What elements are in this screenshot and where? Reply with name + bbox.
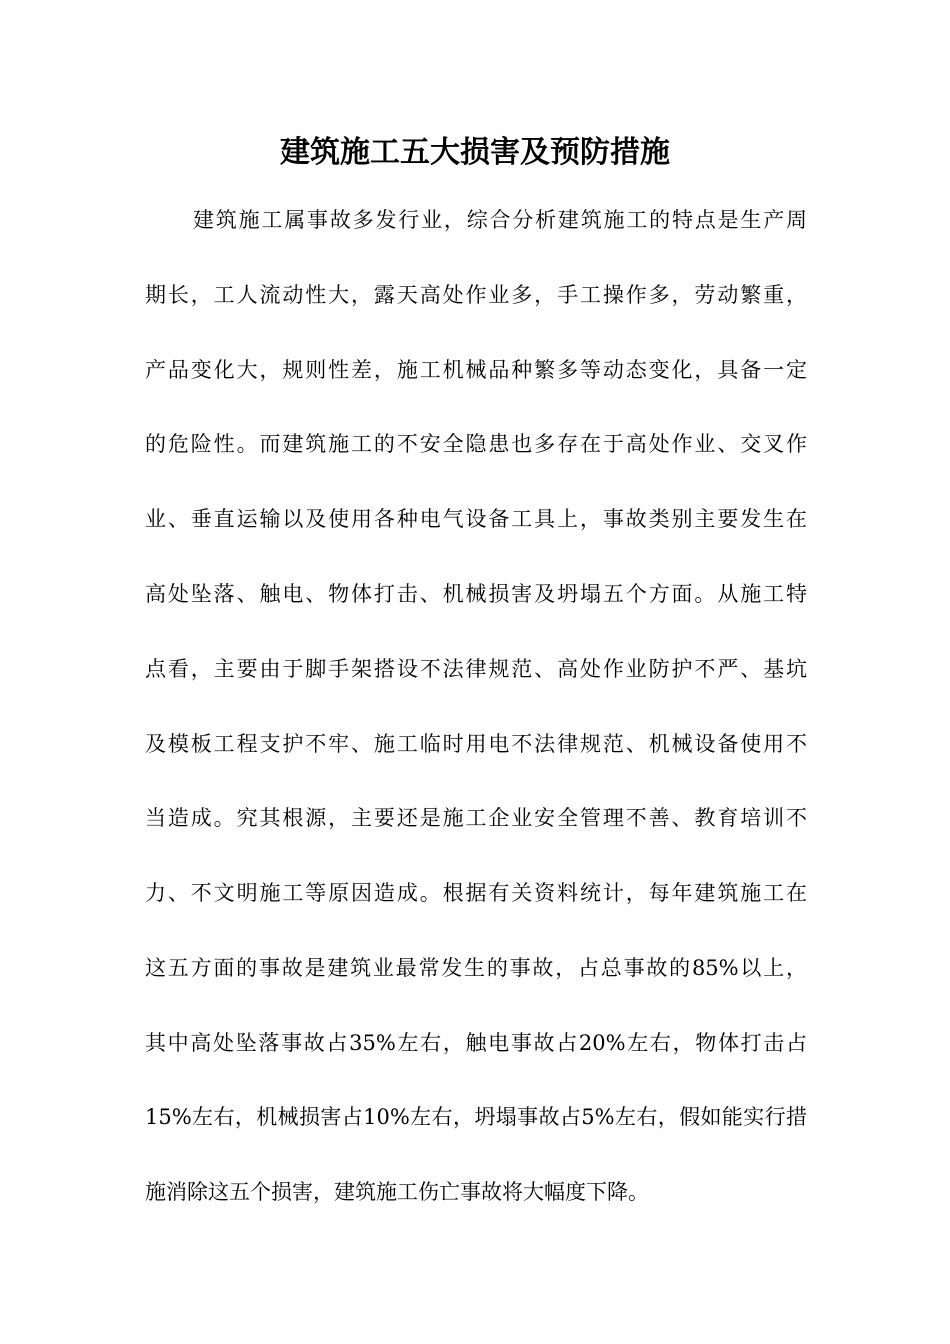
paragraph-line-13: 15%左右，机械损害占10%左右，坍塌事故占5%左右，假如能实行措: [145, 1105, 807, 1129]
document-title: 建筑施工五大损害及预防措施: [280, 135, 670, 170]
paragraph-line-10: 力、不文明施工等原因造成。根据有关资料统计，每年建筑施工在: [145, 881, 807, 905]
paragraph-line-4: 的危险性。而建筑施工的不安全隐患也多存在于高处作业、交叉作: [145, 432, 807, 456]
paragraph-line-2: 期长，工人流动性大，露天高处作业多，手工操作多，劳动繁重，: [145, 283, 807, 307]
paragraph-line-3: 产品变化大，规则性差，施工机械品种繁多等动态变化，具备一定: [145, 358, 807, 382]
paragraph-line-7: 点看，主要由于脚手架搭设不法律规范、高处作业防护不严、基坑: [145, 657, 807, 681]
paragraph-line-11: 这五方面的事故是建筑业最常发生的事故，占总事故的85%以上，: [145, 956, 807, 980]
paragraph-line-8: 及模板工程支护不牢、施工临时用电不法律规范、机械设备使用不: [145, 732, 807, 756]
paragraph-line-1: 建筑施工属事故多发行业，综合分析建筑施工的特点是生产周: [193, 208, 807, 232]
paragraph-line-5: 业、垂直运输以及使用各种电气设备工具上，事故类别主要发生在: [145, 507, 807, 531]
paragraph-line-6: 高处坠落、触电、物体打击、机械损害及坍塌五个方面。从施工特: [145, 582, 807, 606]
paragraph-line-14: 施消除这五个损害，建筑施工伤亡事故将大幅度下降。: [145, 1180, 649, 1204]
paragraph-line-9: 当造成。究其根源，主要还是施工企业安全管理不善、教育培训不: [145, 806, 807, 830]
paragraph-line-12: 其中高处坠落事故占35%左右，触电事故占20%左右，物体打击占: [145, 1031, 807, 1055]
